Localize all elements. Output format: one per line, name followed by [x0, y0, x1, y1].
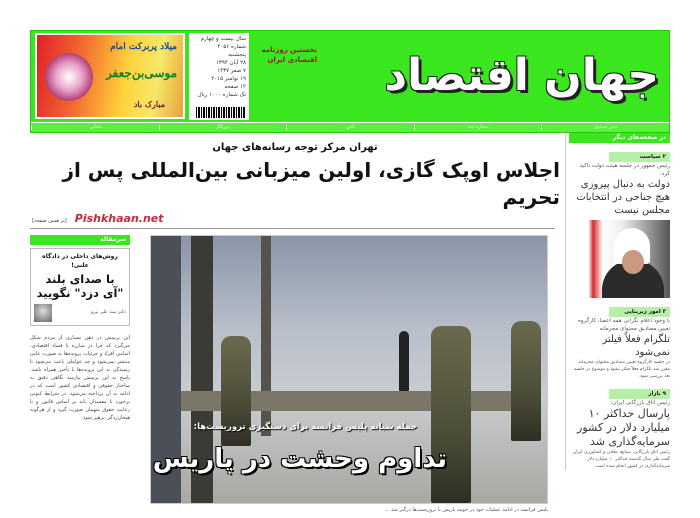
editorial-title-box — [30, 248, 130, 326]
author-row — [34, 304, 126, 322]
divider — [30, 228, 555, 229]
subheadline: تهران مرکز توجه رسانه‌های جهان — [212, 142, 378, 153]
section-body: رئیس اتاق بازرگانی، صنایع، معادن و کشاورزی ایران گفت طی سال گذشته حداکثر ۱۰ میلیارد دلار سرمایه‌گذاری در کشور انجام شده است. — [572, 450, 670, 469]
inside-pages-header: در صفحه‌های دیگر — [569, 133, 670, 143]
soldier-figure — [431, 326, 471, 503]
lead-story — [150, 235, 548, 514]
ad-line-2: موسی‌بن‌جعفر — [105, 66, 177, 80]
section-title: تلگرام فعلاً فیلتر نمی‌شود — [602, 334, 670, 358]
section-label: ۳ امور زیربنایی — [609, 307, 670, 317]
tagline-2: اقتصادی ایران — [267, 56, 317, 64]
barcode — [196, 107, 246, 118]
author-name: دکتر سید علی پیرو — [91, 310, 126, 315]
section-kicker: رئیس جمهور در جلسه هیئت دولت تاکید کرد: — [579, 163, 670, 177]
photo-caption-text: پلیس فرانسه در ادامه عملیات خود در حومه پاریس با تروریست‌ها درگیر شد ... — [384, 507, 548, 513]
page-body — [30, 133, 670, 514]
issue-date-shamsi: ۲۸ آبان ۱۳۹۴ — [215, 60, 246, 66]
strip-item: مدیر مسئول — [541, 125, 669, 130]
issue-number: شماره ۴۰۵۶ — [217, 44, 246, 50]
issue-pages: ۱۲ صفحه — [224, 84, 246, 90]
section-kicker: با وجود اعلام نگرانی همه اعضا، کارگروه تعیین مصادیق محتوای مجرمانه — [578, 318, 670, 332]
ad-line-1: میلاد پربرکت امام — [110, 42, 177, 52]
inside-pages-column — [565, 133, 670, 470]
person-figure — [399, 331, 409, 391]
issue-weekday: پنجشنبه — [228, 52, 246, 58]
section-kicker: رئیس اتاق بازرگانی ایران: — [610, 400, 670, 406]
greeting-ad — [35, 33, 185, 119]
strip-item: نشانی — [31, 125, 159, 130]
issue-year: سال بیست و چهارم — [200, 36, 246, 42]
masthead-info-strip — [31, 122, 669, 132]
author-photo — [34, 304, 52, 322]
see-also-label: [بر همین صفحه] — [32, 218, 67, 224]
main-area — [30, 133, 560, 514]
editorial-title: با صدای بلند "آی دزد" نگویید — [36, 272, 124, 300]
issue-date-hijri: ۷ صفر ۱۴۳۷ — [217, 68, 246, 74]
photo-headline: تداوم وحشت در پاریس — [152, 444, 447, 474]
watermark: Pishkhaan.net — [74, 212, 164, 225]
issue-date-gregorian: ۱۹ نوامبر ۲۰۱۵ — [211, 76, 246, 82]
editorial-kicker: روش‌های داخلی در دادگاه علنی! — [42, 253, 118, 269]
rose-image — [45, 53, 93, 101]
section-label: ۲ سیاست — [609, 152, 670, 162]
soldier-figure — [511, 321, 541, 441]
ad-line-3: مبارک باد — [133, 99, 165, 109]
editorial-column — [30, 235, 130, 422]
section-title: پارسال حداکثر ۱۰ میلیارد دلار در کشور سرمایه‌گذاری شد — [577, 407, 670, 448]
photo-kicker: حمله شبانه پلیس فرانسه برای دستگیری تروریست‌ها: — [193, 422, 417, 432]
section-body: در جلسه کارگروه تعیین مصادیق محتوای مجرمانه مقرر شد تلگرام فعلاً فیلتر نشود و موضوع در جلسه بعد بررسی شود. — [573, 360, 670, 379]
section-title: دولت به دنبال پیروزی هیچ جناحی در انتخابات مجلس نیست — [576, 179, 670, 216]
headline-meta — [30, 212, 560, 225]
issue-info — [189, 33, 249, 120]
president-photo — [574, 220, 670, 298]
tagline-1: نخستین روزنامه — [261, 46, 317, 54]
content-row — [30, 235, 560, 514]
tagline — [253, 33, 317, 65]
editorial-body: این پرسش در ذهن بسیاری از مردم شکل می‌گیرد که چرا در مبارزه با فساد اقتصادی، اسامی افراد و جزئیات پرونده‌ها به صورت علنی منتشر نمی‌شود و چه عواملی باعث می‌شود تا رسیدگی به این پرونده‌ها با تأخیر همراه باشد. پاسخ به این پرسش نیازمند نگاهی دقیق به ساختار حقوقی و اقتصادی کشور است که در ادامه به آن پرداخته می‌شود. در شرایط کنونی برخورد با مفسدان باید بر اساس قانون و با رعایت حقوق متهمان صورت گیرد و از هرگونه هیجان‌زدگی پرهیز شود. — [30, 335, 130, 421]
newspaper-logo: جهان اقتصاد — [384, 50, 659, 101]
editorial-label: سرمقاله — [30, 235, 130, 245]
strip-item: شماره ثبت — [414, 125, 542, 130]
section-label: ۹ بازار — [609, 389, 670, 399]
issue-price: تک شماره ۱۰۰۰ ریال — [197, 92, 246, 98]
lead-photo — [150, 235, 548, 504]
main-headline: اجلاس اوپک گازی، اولین میزبانی بین‌المللی پس از تحریم — [62, 158, 560, 209]
strip-item: دورنگار — [159, 125, 287, 130]
masthead — [30, 30, 670, 133]
strip-item: تلفن — [286, 125, 414, 130]
